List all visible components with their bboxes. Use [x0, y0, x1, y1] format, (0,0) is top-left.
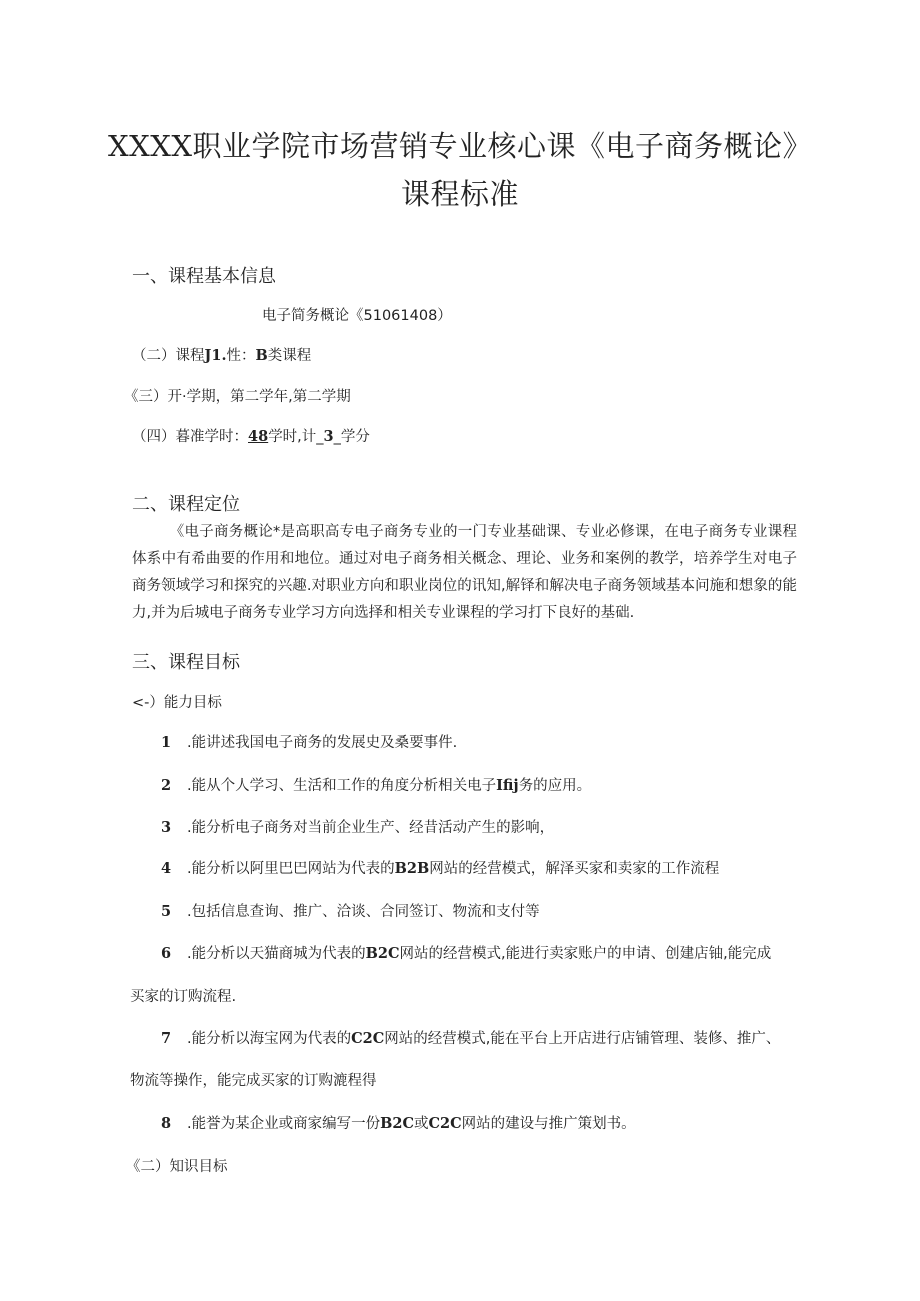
section1-heading: 一、课程基本信息	[132, 266, 276, 287]
goal-item-5: 5 .包括信息查询、推广、洽谈、合同签订、物流和支付等	[161, 903, 540, 920]
document-title-line2: 课程标准	[400, 177, 519, 211]
goal-item-1: 1 .能讲述我国电子商务的发展史及桑要事件.	[161, 734, 458, 751]
semester-line: 《三）开·学期，第二学年,第二学期	[124, 389, 351, 405]
goal-item-3: 3 .能分析电子商务对当前企业生产、经昔活动产生的影响，	[161, 819, 555, 836]
goal-item-6-continued: 买家的订购流程.	[130, 989, 237, 1005]
goal-item-2: 2 .能从个人学习、生活和工作的角度分析相关电子Ifij务的应用。	[161, 777, 592, 794]
section3-heading: 三、课程目标	[132, 652, 240, 673]
knowledge-goals-subheading: 《二）知识目标	[126, 1159, 228, 1175]
course-name: 电子简务概论《51061408）	[262, 308, 452, 324]
ability-goals-subheading: <-）能力目标	[132, 695, 222, 711]
course-type-line: （二）课程J1.性：B类课程	[132, 347, 312, 364]
goal-item-7-continued: 物流等操作，能完成买家的订购漉程得	[130, 1073, 377, 1089]
goal-item-4: 4 .能分析以阿里巴巴网站为代表的B2B网站的经营模式，解泽买家和卖家的工作流程	[161, 860, 720, 877]
goal-item-7: 7 .能分析以海宝网为代表的C2C网站的经营模式,能在平台上开店进行店铺管理、装修、推广、	[161, 1030, 781, 1047]
course-positioning-paragraph: 《电子商务概论*是高职高专电子商务专业的一门专业基础课、专业必修课，在电子商务专业课程体系中有希曲要的作用和地位。通过对电子商务相关概念、理论、业务和案例的教学，培养学生对电子商务领域学习和探究的兴趣.对职业方向和职业岗位的讯知,解铎和解决电子商务领域基本问施和想象的能力,并为后城电子商务专业学习方向选择和相关专业课程的学习打下良好的基础.	[132, 524, 797, 621]
goal-item-6: 6 .能分析以天猫商城为代表的B2C网站的经营模式,能进行卖家账户的申请、创建店铀,能完成	[161, 945, 772, 962]
document-title-line1: XXXX职业学院市场营销专业核心课《电子商务概论》	[107, 129, 813, 163]
goal-item-8: 8 .能誉为某企业或商家编写一份B2C或C2C网站的建设与推广策划书。	[161, 1115, 636, 1132]
hours-line: （四）暮准学时：48学时,计_3_学分	[132, 428, 370, 445]
section2-heading: 二、课程定位	[132, 494, 240, 515]
